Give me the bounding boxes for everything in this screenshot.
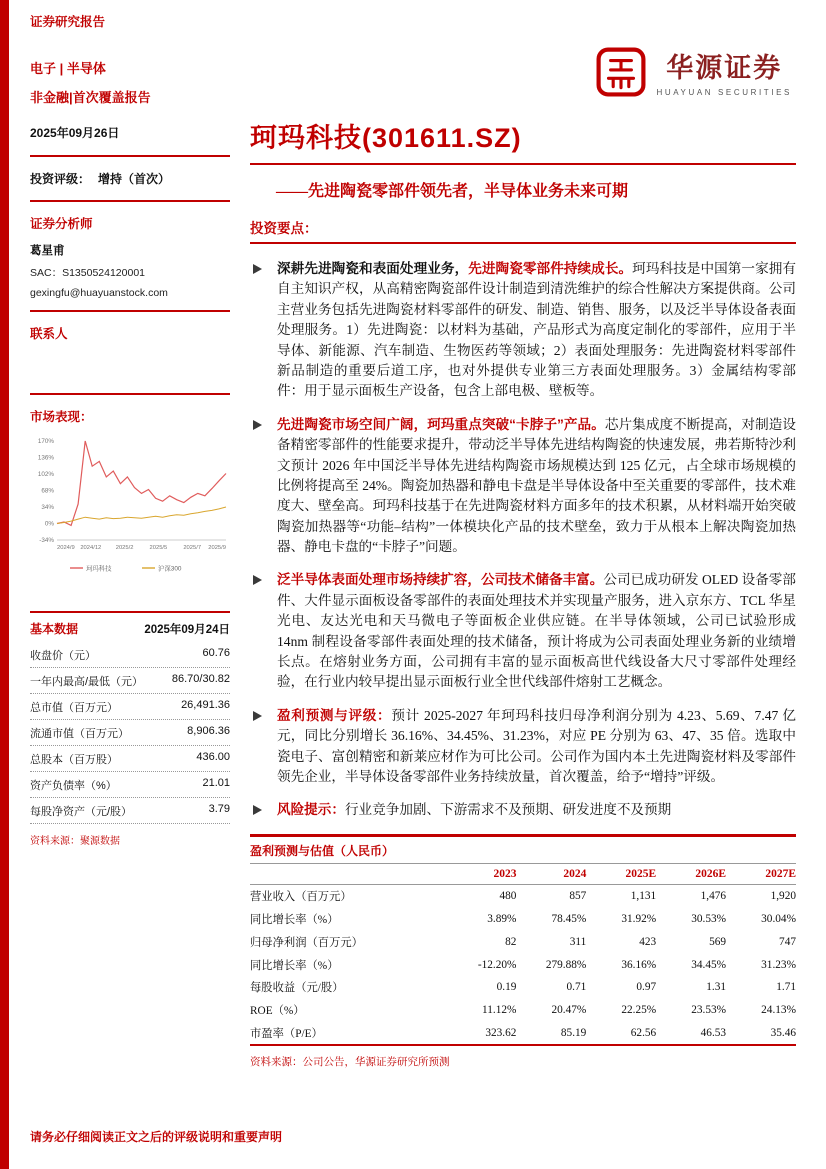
forecast-row [250, 884, 796, 907]
market-section-title: 市场表现： [30, 410, 93, 424]
basic-data-rows [30, 642, 230, 824]
rating-value: 增持（首次） [98, 172, 171, 186]
bullet-item [250, 800, 796, 820]
basic-data-row [30, 746, 230, 772]
forecast-header-row [250, 864, 796, 885]
forecast-col-header: 2027E [726, 864, 796, 885]
report-subtitle: ——先进陶瓷零部件领先者，半导体业务未来可期 [276, 183, 629, 200]
bullet-body: 珂玛科技是中国第一家拥有自主知识产权，从高精密陶瓷部件设计制造到清洗维护的综合性解决方案提供商。公司主营业务包括先进陶瓷材料零部件的研发、制造、销售、服务，以及泛半导体设备表面处理服务。1）先进陶瓷：以材料为基础，产品形式为高度定制化的零部件，应用于半导体、新能源、汽车制造、生物医药等领域；2）表面处理服务：先进陶瓷材料零部件新品制造的重要后道工序，也对外提供专业第三方表面处理服务。3）金属结构零部件：用于显示面板生产设备，包含上部电极、壁板等。 [277, 261, 797, 399]
forecast-cell: -12.20% [477, 958, 517, 971]
forecast-cell: 857 [569, 890, 587, 903]
rating-row [30, 170, 230, 187]
forecast-cell: 1.71 [776, 981, 796, 994]
basic-row-label: 流通市值（百万元） [30, 727, 129, 740]
market-chart [30, 435, 230, 585]
left-accent-bar [0, 0, 9, 1169]
forecast-row [250, 908, 796, 931]
forecast-source: 资料来源：公司公告，华源证券研究所预测 [250, 1057, 450, 1069]
page-title: 珂玛科技(301611.SZ) [250, 123, 522, 153]
basic-data [30, 611, 230, 847]
basic-row-value: 21.01 [202, 776, 230, 789]
bullet-lead-red: 盈利预测与评级： [277, 707, 392, 723]
forecast-cell: 30.53% [691, 912, 727, 925]
report-date: 2025年09月26日 [30, 126, 120, 140]
forecast-cell: 35.46 [770, 1026, 796, 1039]
basic-row-value: 436.00 [196, 750, 230, 763]
forecast-cell: 31.92% [621, 912, 657, 925]
chart-ytick-label: 0% [44, 520, 54, 528]
index-line [57, 507, 226, 524]
forecast-col-header: 2024 [516, 864, 586, 885]
bullet-text [277, 259, 796, 402]
forecast-table-body [250, 884, 796, 1044]
basic-data-row [30, 772, 230, 798]
chart-xtick-label: 2024/12 [80, 545, 102, 551]
basic-row-value: 8,906.36 [187, 724, 230, 737]
chart-ytick-label: 102% [37, 471, 54, 479]
basic-data-row [30, 798, 230, 824]
rating-label: 投资评级： [30, 172, 91, 186]
divider [30, 393, 230, 395]
forecast-cell: 36.16% [621, 958, 657, 971]
forecast-cell: 311 [569, 935, 587, 948]
forecast-cell: 1,131 [630, 890, 657, 903]
forecast-block [250, 834, 796, 1046]
forecast-cell: 0.19 [496, 981, 517, 994]
forecast-cell: 569 [709, 935, 727, 948]
forecast-row [250, 1021, 796, 1044]
analyst-sac: SAC：S1350524120001 [30, 267, 146, 279]
basic-row-value: 60.76 [202, 646, 230, 659]
chart-xtick-label: 2025/7 [183, 545, 202, 551]
bullet-body: 公司已成功研发 OLED 设备零部件、大件显示面板设备零部件的表面处理技术并实现量产服务，进入京东方、TCL 华星光电、友达光电和天马微电子等面板企业供应链。在半导体领域，公司已试验形成 14nm 制程设备零部件表面处理的技术储备，预计将成为公司表面处理业务新的业绩增长点。在熔射业务方面，公司拥有丰富的显示面板高世代线设备大尺寸零部件处理经验，在行业内较早提出显示面板行业全世代线部件熔射工艺概念。 [277, 572, 797, 690]
basic-data-row [30, 668, 230, 694]
forecast-table-head [250, 864, 796, 885]
forecast-corner-cell [250, 864, 447, 885]
forecast-col-header: 2026E [656, 864, 726, 885]
chart-ytick-label: 34% [41, 504, 54, 512]
bullet-item [250, 570, 796, 692]
bullet-text [277, 570, 796, 692]
market-chart-svg [30, 435, 230, 585]
forecast-cell: 423 [639, 935, 657, 948]
forecast-cell: 46.53 [700, 1026, 727, 1039]
forecast-cell: 1,476 [700, 890, 727, 903]
forecast-cell: 85.19 [560, 1026, 587, 1039]
basic-data-row [30, 642, 230, 668]
title-divider [250, 163, 796, 165]
bullet-lead-red: 先进陶瓷市场空间广阔，珂玛重点突破“卡脖子”产品。 [277, 416, 605, 432]
forecast-table [250, 864, 796, 1044]
forecast-row-label: 同比增长率（%） [250, 959, 339, 972]
footer-disclaimer: 请务必仔细阅读正文之后的评级说明和重要声明 [30, 1130, 283, 1144]
forecast-cell: 31.23% [761, 958, 796, 971]
basic-data-title: 基本数据 [30, 622, 79, 636]
basic-row-label: 总股本（百万股） [30, 753, 118, 766]
bullet-lead: 深耕先进陶瓷和表面处理业务， [277, 261, 469, 276]
forecast-col-header: 2023 [447, 864, 517, 885]
forecast-row [250, 930, 796, 953]
forecast-table-title: 盈利预测与估值（人民币） [250, 837, 796, 864]
bullet-arrow-icon [253, 420, 262, 430]
forecast-cell: 747 [779, 935, 796, 948]
bullet-item [250, 706, 796, 788]
forecast-cell: 30.04% [761, 912, 796, 925]
forecast-cell: 1,920 [770, 890, 796, 903]
brand-text [656, 46, 792, 97]
forecast-row [250, 999, 796, 1022]
basic-row-label: 收盘价（元） [30, 649, 96, 662]
huayuan-logo-icon [596, 47, 646, 97]
basic-data-source: 资料来源：聚源数据 [30, 836, 120, 847]
chart-ytick-label: 170% [37, 438, 54, 446]
analyst-section-title: 证券分析师 [30, 217, 93, 231]
forecast-row-label: 每股收益（元/股） [250, 982, 344, 995]
basic-data-date: 2025年09月24日 [144, 624, 230, 636]
basic-row-label: 一年内最高/最低（元） [30, 675, 144, 688]
analyst-email[interactable]: gexingfu@huayuanstock.com [30, 287, 168, 299]
bullet-lead-red: 先进陶瓷零部件持续成长。 [468, 261, 633, 276]
basic-data-row [30, 694, 230, 720]
chart-xtick-label: 2025/2 [115, 545, 134, 551]
chart-ytick-label: 68% [41, 487, 54, 495]
bullet-text [277, 706, 796, 788]
contact-section-title: 联系人 [30, 327, 68, 341]
divider [30, 155, 230, 157]
bullet-text [277, 800, 796, 820]
forecast-row-label: ROE（%） [250, 1005, 305, 1018]
report-type-label: 证券研究报告 [30, 15, 106, 29]
basic-row-value: 3.79 [208, 802, 230, 815]
legend-label: 沪深300 [158, 565, 182, 573]
chart-ytick-label: -34% [39, 537, 54, 545]
forecast-cell: 22.25% [621, 1004, 657, 1017]
bullet-arrow-icon [253, 711, 262, 721]
forecast-cell: 0.71 [566, 981, 587, 994]
bullet-lead-red: 风险提示： [277, 802, 345, 818]
bullet-body: 芯片集成度不断提高，对制造设备精密零部件的性能要求提升，带动泛半导体先进结构陶瓷的快速发展，弗若斯特沙利文预计 2026 年中国泛半导体先进结构陶瓷市场规模达到 125 亿元，占全球市场规模的比例将提高至 24%。陶瓷加热器和静电卡盘是半导体设备中至关重要的零部件，技术难度大、壁垒高。珂玛科技基于在先进陶瓷材料方面多年的技术积累，从材料端开始突破陶瓷加热器等“功能–结构”一体模块化产品的技术壁垒，致力于从根本上解决陶瓷加热器、静电卡盘的“卡脖子”问题。 [277, 416, 797, 555]
chart-xtick-label: 2025/9 [208, 545, 226, 551]
forecast-cell: 23.53% [691, 1004, 727, 1017]
brand [596, 46, 792, 97]
forecast-cell: 78.45% [551, 912, 587, 925]
chart-xtick-label: 2025/5 [149, 545, 168, 551]
forecast-cell: 82 [505, 935, 517, 948]
main-content [250, 116, 796, 1069]
forecast-cell: 24.13% [761, 1004, 796, 1017]
forecast-cell: 323.62 [485, 1026, 517, 1039]
section-title-investment-points: 投资要点： [250, 217, 796, 244]
chart-ytick-label: 136% [37, 454, 54, 462]
bullet-text [277, 415, 796, 558]
forecast-row-label: 市盈率（P/E） [250, 1027, 323, 1040]
industry-label: 电子 | 半导体 [30, 61, 106, 76]
divider [30, 310, 230, 312]
bullet-arrow-icon [253, 575, 262, 585]
forecast-row-label: 同比增长率（%） [250, 913, 339, 926]
forecast-cell: 1.31 [706, 981, 727, 994]
bullet-arrow-icon [253, 264, 262, 274]
forecast-cell: 11.12% [482, 1004, 517, 1017]
forecast-row [250, 976, 796, 999]
forecast-cell: 279.88% [545, 958, 587, 971]
basic-row-value: 86.70/30.82 [171, 672, 230, 685]
bullet-arrow-icon [253, 805, 262, 815]
forecast-row-label: 营业收入（百万元） [250, 891, 352, 904]
bullet-body: 行业竞争加剧、下游需求不及预期、研发进度不及预期 [344, 802, 672, 818]
forecast-cell: 20.47% [551, 1004, 587, 1017]
legend-label: 珂玛科技 [86, 565, 112, 573]
analyst-name: 葛星甫 [30, 245, 65, 257]
forecast-col-header: 2025E [586, 864, 656, 885]
basic-data-row [30, 720, 230, 746]
basic-row-label: 总市值（百万元） [30, 701, 118, 714]
basic-row-label: 资产负债率（%） [30, 779, 117, 792]
bullet-body: 预计 2025-2027 年珂玛科技归母净利润分别为 4.23、5.69、7.47 亿元，同比分别增长 36.16%、34.45%、31.23%，对应 PE 分别为 63、47、35 倍。选取中瓷电子、富创精密和新莱应材作为可比公司。公司作为国内本土先进陶瓷材料及零部件领先企业，半导体设备零部件业务持续放量，首次覆盖，给予“增持”评级。 [277, 707, 796, 784]
forecast-cell: 34.45% [691, 958, 727, 971]
chart-xtick-label: 2024/9 [57, 545, 75, 551]
forecast-cell: 0.97 [636, 981, 657, 994]
contact-empty-space [30, 352, 230, 382]
basic-row-value: 26,491.36 [181, 698, 230, 711]
sidebar [30, 58, 230, 847]
forecast-row-label: 归母净利润（百万元） [250, 936, 363, 949]
forecast-row [250, 953, 796, 976]
basic-data-header [30, 611, 230, 637]
brand-name: 华源证券 [666, 53, 783, 83]
divider [30, 200, 230, 202]
bullet-list [250, 259, 796, 821]
brand-name-en: HUAYUAN SECURITIES [656, 88, 792, 97]
bullet-item [250, 415, 796, 558]
forecast-cell: 480 [499, 890, 517, 903]
forecast-cell: 3.89% [487, 912, 517, 925]
bullet-lead-red: 泛半导体表面处理市场持续扩容，公司技术储备丰富。 [277, 572, 604, 588]
bullet-item [250, 259, 796, 402]
category-label: 非金融|首次覆盖报告 [30, 90, 151, 105]
forecast-cell: 62.56 [630, 1026, 657, 1039]
basic-row-label: 每股净资产（元/股） [30, 805, 133, 818]
